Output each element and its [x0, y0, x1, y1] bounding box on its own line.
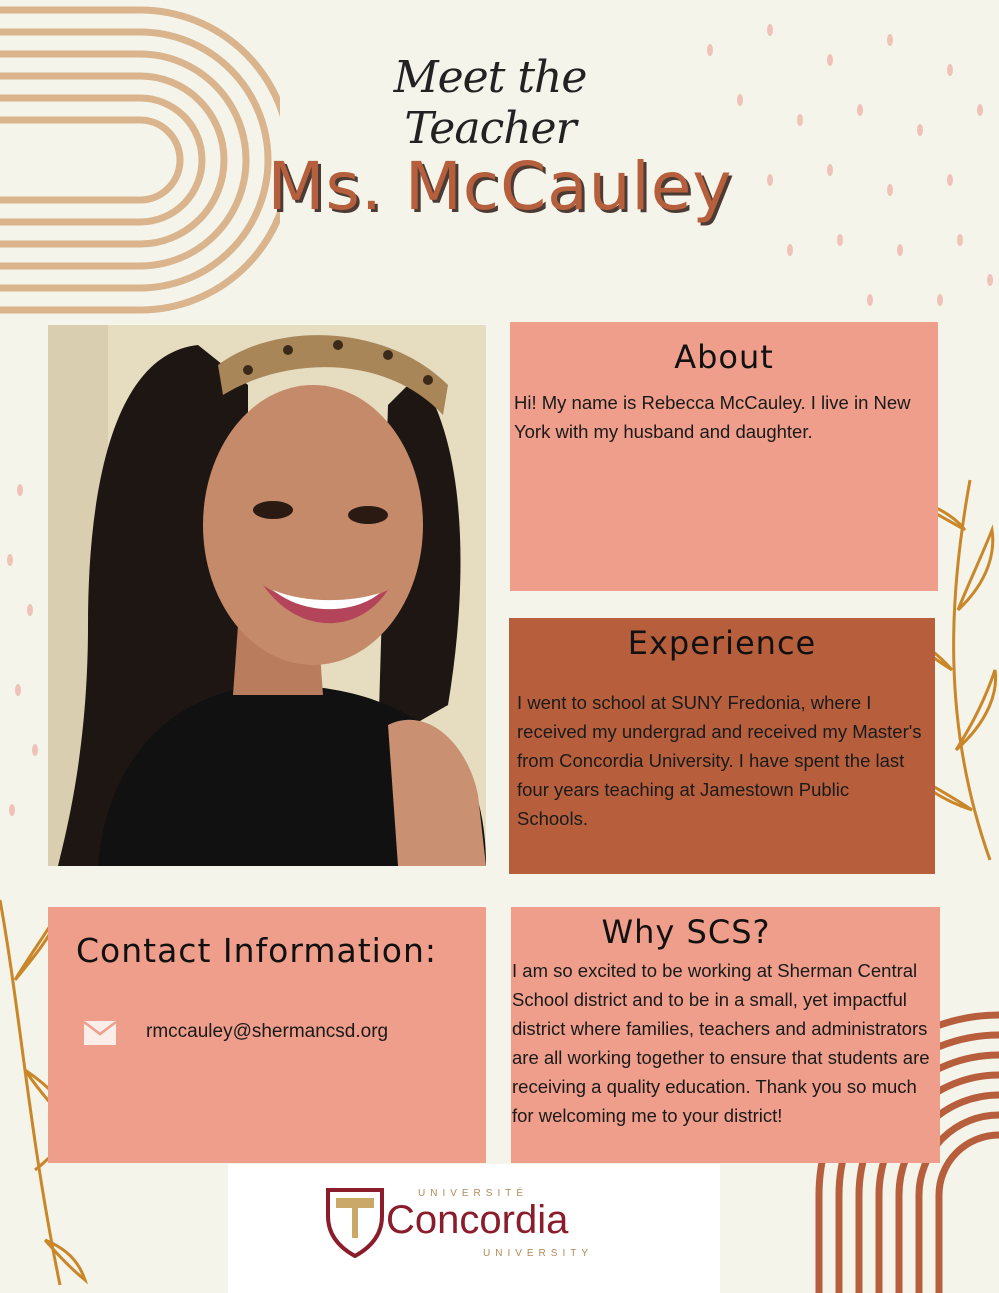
why-scs-heading: Why SCS? — [601, 913, 771, 951]
dot-pattern-left-decoration — [0, 470, 50, 870]
logo-bottom-text: UNIVERSITY — [483, 1248, 594, 1259]
teacher-photo — [48, 325, 486, 866]
about-card — [510, 322, 938, 591]
experience-heading: Experience — [627, 624, 817, 662]
why-scs-card — [511, 907, 940, 1163]
rainbow-arches-decoration — [0, 0, 280, 320]
email-link[interactable]: rmccauley@shermancsd.org — [146, 1021, 389, 1042]
logo-name-text: Concordia — [386, 1198, 569, 1242]
why-scs-text: I am so excited to be working at Sherman Central School district and to be in a small, yet impactful district where families, teachers and administrators are all working together to ensure that students are receiving a quality education. Thank you so much for welcoming me to your district! — [512, 960, 930, 1126]
about-heading: About — [674, 338, 774, 376]
teacher-name-heading: Ms. McCauley — [267, 148, 733, 225]
meet-the-teacher-title: Meet the Teacher — [393, 52, 587, 154]
concordia-logo — [228, 1164, 720, 1293]
contact-heading: Contact Information: — [76, 931, 438, 970]
logo-top-text: UNIVERSITÉ — [418, 1188, 529, 1199]
about-text: Hi! My name is Rebecca McCauley. I live in New York with my husband and daughter. — [514, 392, 911, 442]
concordia-shield-icon — [326, 1186, 384, 1258]
contact-card — [48, 907, 486, 1163]
experience-card — [509, 618, 935, 874]
envelope-icon — [83, 1020, 117, 1050]
experience-text: I went to school at SUNY Fredonia, where I received my undergrad and received my Master's from Concordia University. I have spent the last four years teaching at Jamestown Public Schools. — [517, 692, 922, 829]
